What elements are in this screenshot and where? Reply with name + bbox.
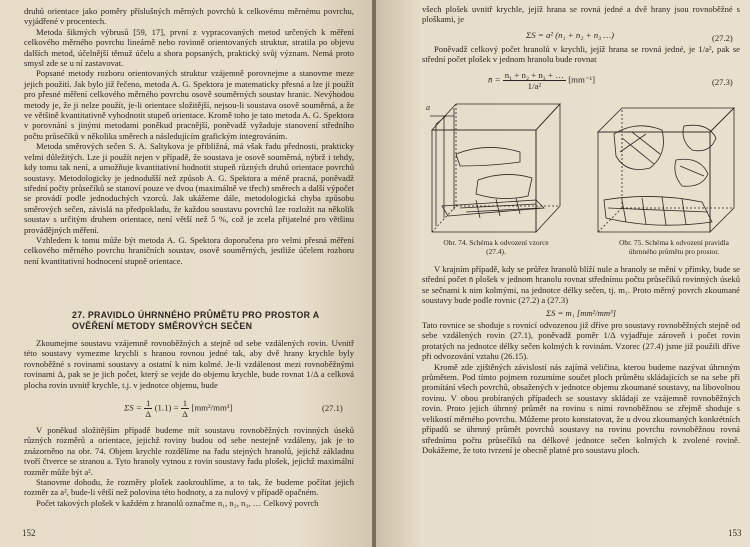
paragraph: Popsané metody rozboru orientovaných struktur vzájemně porovnejme a stanovme meze jejich použití. Jak bylo již řečeno, metoda A. G. Spektora je matematicky přesná a lze ji použít pro přesné měření celkového měrného povrchu osově souměrných soustav hranic. Nevýhodou metody je, že ji nelze použít, je-li orientace složitější, nejsou-li soustava osově souměrná, a že ve většině kvantitativně vyhodnotit stupeň orientace. Kromě toho je tato metoda A. G. Spektora v porovnání s jinými metodami poněkud pracnější, poněvadž vyžaduje stanovení středního počtu průsečíků v několika směrech a následujícím grafickým integrováním.: [24, 68, 354, 141]
figure-75: [592, 104, 748, 234]
paragraph: Metoda směrových sečen S. A. Saltykova je přibližná, má však řadu přednosti, prakticky velmi důležitých. Lze ji použít nejen v případě, že soustava je osově souměrná, nýbrž i tehdy, kdy tomu tak není, a umožňuje kvantitativní hodnotit stupeň různých druhů orientace povrchů soustavy. Metodologicky je jednodušší než způsob A. G. Spektora a méně pracná, poněvadž střední počty průsečíků se stanoví pouze ve dvou (maximálně ve třech) směrech a další výpočet se provádí podle jednoduchých vzorců. Jak ukážeme dále, metodologická chyba způsobu směrových sečen, závislá na předpokladu, že každou soustavu povrchů lze rozložit na několik soustav s určitým druhem orientace, není větší než 5 %, což je zcela přijatelné pro většinu provádějných měření.: [24, 141, 354, 235]
right-para2: [422, 44, 740, 65]
prism-column: [430, 108, 454, 226]
figure-74: [416, 96, 576, 236]
paragraph: V poněkud složitějším případě budeme mít soustavu rovnoběžných rovinných úseků různých rozměrů a orientace, jejichž roviny budou od sebe nestejně vzdáleny, jak je to znázorněno na obr. 74. Objem krychle rozdělíme na řadu stejných hranolů, jejichž základnu tvoří čtverce se stranou a. Tyto hranoly vytnou z rovin soustavy řadu plošek, jejichž maximální rozměr může být a².: [24, 425, 354, 477]
equation-lhs: ΣS =: [124, 402, 144, 413]
paragraph: všech plošek uvnitř krychle, jejíž hrana se rovná jedné a dvě hrany jsou rovnoběžné s ploškami, je: [422, 4, 740, 25]
equation-fraction-2: [181, 398, 189, 419]
equation-number: (27.1): [322, 403, 343, 413]
cube-side: [536, 104, 560, 232]
paragraph: Poněvadž celkový počet hranolů v krychli, jejíž hrana se rovná jedné, je 1/a², pak se střední počet plošek v jednom hranolu bude rovnat: [422, 44, 740, 65]
equation-fraction: [144, 398, 152, 419]
planar-section: [476, 174, 532, 198]
paragraph: Metoda šikmých výbrusů [59, 17], první z vypracovaných metod určených k měření celkového měrného povrchu lineárně nebo rovinně orientovaných struktur, stratila po objevu dalších metod, účelnější těmuž účelu a shora popsaných, praktický svůj význam. Nemá proto smysl zde se u ní zastavovat.: [24, 26, 354, 69]
equation-27-1: [124, 398, 232, 419]
cube-top: [432, 104, 560, 130]
paragraph: Vzhledem k tomu může být metoda A. G. Spektora doporučena pro velmi přesná měření celkového měrného povrchu hraničních soustav, osově souměrných, jestliže účelem rozboru není kvantitativní hodnocení stupně orientace.: [24, 234, 354, 266]
right-text-bottom: [422, 264, 740, 455]
paragraph: V krajním případě, kdy se průřez hranolů blíží nule a hranoly se mění v přímky, bude se střední počet n̄ plošek v jednom hranolu rovnat střednímu počtu průsečíků rovinných úseků se sečnami k nim kolmými, na jednotce délky sečen, tj. m₁. Proto měrný povrch zkoumané soustavy bude podle rovnic (27.2) a (27.3): [422, 264, 740, 306]
equation-number-27-2: (27.2): [712, 33, 733, 43]
paragraph: Zkoumejme soustavu vzájemně rovnoběžných a stejně od sebe vzdálených rovin. Uvnitř této soustavy vymezme krychli s hranou rovnou jedné tak, aby dvě hrany krychle byly rovnoběžné s rovinami soustavy a ostatní k nim kolmé. Je-li vzdálenost mezi rovnoběžnými rovinami Δ, pak se je jich počet, který se vejde do objemu krychle, bude rovnat 1/Δ a celková plocha rovin uvnitř krychle, t.j. v jednotce objemu, bude: [24, 338, 354, 390]
page-number-right: 153: [728, 528, 742, 538]
equation-27-3-numerator: n₁ + n₂ + n₃ + …: [504, 70, 565, 80]
equation-denominator: Δ: [145, 409, 151, 419]
planar-section: [456, 147, 520, 166]
equation-27-3-lhs: n̄ =: [488, 74, 503, 85]
paragraph: Tato rovnice se shoduje s rovnicí odvozenou již dříve pro soustavy rovnoběžných stejně od sebe vzdálených rovin (27.1), poněvadž poměr 1/Δ vyjadřuje zároveň i počet rovin protatých na jednotce délky sečen kolmých k rovinám. Vzorec (27.4) jsme již použili dříve při odvozování vztahu (26.15).: [422, 320, 740, 362]
equation-27-3: [488, 70, 595, 91]
equation-27-3-denominator: 1/a²: [527, 81, 542, 91]
equation-27-4: ΣS = m₁ [mm²/mm³]: [546, 307, 616, 318]
equation-units: [mm²/mm³]: [191, 402, 233, 413]
cube-side: [710, 108, 734, 232]
page-number-left: 152: [22, 528, 36, 538]
equation-27-3-fraction: [503, 70, 566, 91]
paragraph: druhů orientace jako poměry příslušných měrných povrchů k celkovému měrnému povrchu, vyjádřené v procentech.: [24, 6, 354, 27]
caption-figure-75: Obr. 75. Schéma k odvození pravidla úhrnného průmětu pro prostor.: [619, 238, 729, 256]
equation-27-2-body: ΣS = a² (n₁ + n₂ + n₃ …): [526, 30, 615, 40]
equation-number-27-3: (27.3): [712, 77, 733, 87]
paragraph: Kromě zde zjištěných závislostí nás zajímá veličina, kterou budeme nazývat úhrnným průmětem. Pod tímto pojmem rozumíme součet ploch průmětu skládajících se na sebe při promítání všech povrchů, obsažených v jednotce objemu zkoumané soustavy, na libovolnou rovinu. V obou probíraných případech se soustavy skládají ze vzájemně rovnoběžných rovin. Proto jejich úhrnný průmět na rovinu s nimi rovnoběžnou se zřejmě shoduje s velikostí měrného povrchu. Můžeme proto konstatovat, že u dvou zkoumaných konkrétních případů se úhrnný průmět povrchů soustavy na rovinu povrchu rovnoběžnou rovná střednímu počtu průsečíků na délkové jednotce sečen kolmých k zvolené rovině. Dokážeme, že toto tvrzení je obecně platné pro soustavu ploch.: [422, 361, 740, 455]
equation-numerator: 1: [145, 398, 151, 408]
section-heading: 27. PRAVIDLO ÚHRNNÉHO PRŮMĚTU PRO PROSTOR A OVĚŘENÍ METODY SMĚROVÝCH SEČEN: [72, 310, 320, 331]
figure-label-a: a: [426, 103, 430, 112]
equation-27-2: [526, 30, 614, 40]
left-text-top: [24, 6, 354, 266]
curved-surface: [675, 159, 708, 186]
cube-front: [432, 130, 536, 232]
equation-numerator-2: 1: [182, 398, 188, 408]
equation-denominator-2: Δ: [182, 409, 188, 419]
right-page: [376, 0, 750, 547]
paragraph: Počet takových plošek v každém z hranolů označme n₁, n₂, n₃, … Celkový povrch: [36, 497, 319, 508]
left-page: [0, 0, 372, 547]
curved-surface: [683, 125, 716, 151]
equation-middle: (1.1) =: [154, 402, 181, 413]
right-intro: [422, 4, 740, 25]
planar-section: [442, 200, 544, 216]
paragraph: Stanovme dohodu, že rozměry plošek zaokrouhlíme, a to tak, že budeme počítat jejich rozměr za a², bude-li větší než polovina této hodnoty, a za nulový v případě opačném.: [24, 477, 354, 498]
left-text-mid: [24, 338, 354, 390]
equation-27-3-units: [mm⁻¹]: [568, 74, 596, 85]
caption-figure-74: Obr. 74. Schéma k odvození vzorce (27.4).: [443, 238, 549, 256]
curved-surface: [604, 196, 712, 225]
left-text-bottom: [24, 425, 354, 508]
